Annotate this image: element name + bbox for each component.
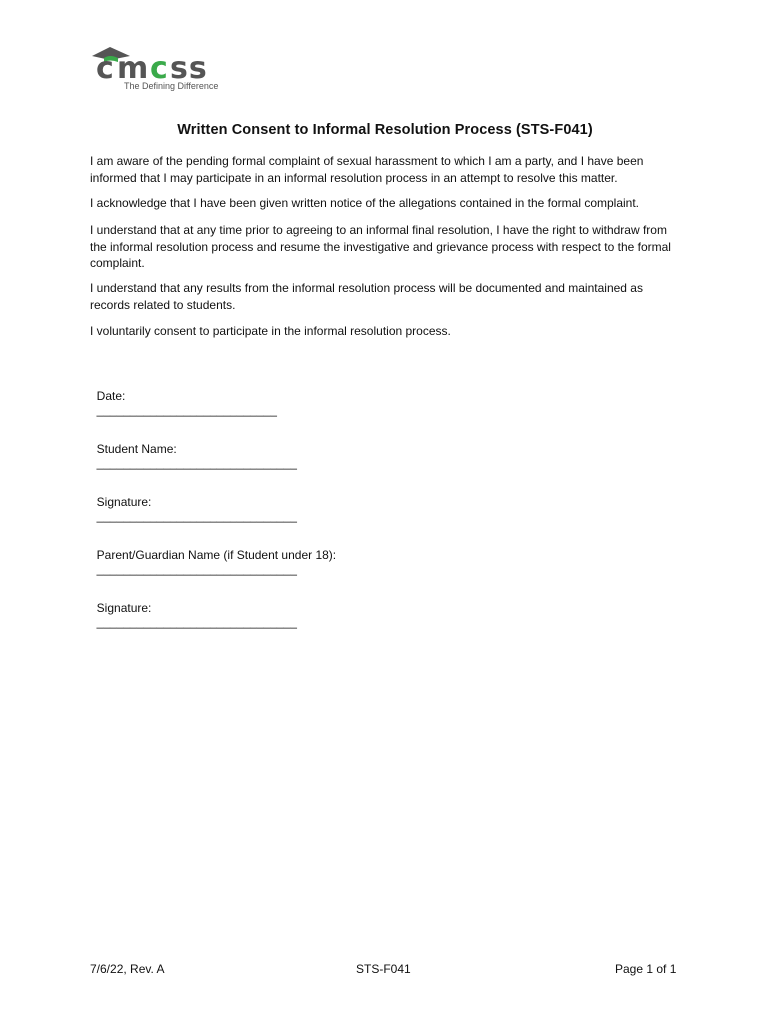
svg-text:c: c	[96, 51, 115, 86]
student-name-field[interactable]	[90, 428, 297, 470]
footer-date-revision: 7/6/22, Rev. A	[90, 962, 165, 976]
svg-text:c: c	[150, 51, 169, 86]
paragraph-consent: I voluntarily consent to participate in the informal resolution process.	[90, 324, 451, 338]
cmcss-logo-graphic	[90, 44, 230, 92]
svg-text:The Defining Difference: The Defining Difference	[124, 81, 219, 91]
svg-text:ss: ss	[170, 51, 208, 86]
student-signature-label: Signature:	[96, 495, 152, 509]
student-name-label: Student Name:	[96, 442, 177, 456]
parent-name-line[interactable]: ______________________________	[96, 562, 297, 576]
paragraph-acknowledge: I acknowledge that I have been given written notice of the allegations contained in the formal complaint.	[90, 196, 640, 210]
date-field[interactable]	[90, 375, 277, 417]
cmcss-logo	[90, 44, 230, 92]
footer-page-number: Page 1 of 1	[615, 962, 677, 976]
student-signature-line[interactable]: ______________________________	[96, 509, 297, 523]
parent-name-label: Parent/Guardian Name (if Student under 18):	[96, 548, 337, 562]
student-signature-field[interactable]	[90, 481, 297, 523]
footer-form-id: STS-F041	[356, 962, 411, 976]
student-name-line[interactable]: ______________________________	[96, 456, 297, 470]
parent-name-field[interactable]	[90, 534, 336, 576]
date-label: Date:	[96, 389, 126, 403]
date-line[interactable]: ___________________________	[96, 403, 277, 417]
document-title: Written Consent to Informal Resolution Process (STS-F041)	[177, 122, 593, 138]
parent-signature-label: Signature:	[96, 601, 152, 615]
parent-signature-field[interactable]	[90, 587, 297, 629]
paragraph-records: I understand that any results from the informal resolution process will be documented and maintained as records related to students.	[90, 281, 643, 312]
paragraph-aware: I am aware of the pending formal complaint of sexual harassment to which I am a party, and I have been informed that I may participate in an informal resolution process in an attempt to resolve this matter.	[90, 154, 644, 185]
parent-signature-line[interactable]: ______________________________	[96, 615, 297, 629]
paragraph-withdraw: I understand that at any time prior to agreeing to an informal final resolution, I have the right to withdraw from the informal resolution process and resume the investigative and grievance process with respect to the formal complaint.	[90, 223, 671, 270]
svg-text:m: m	[117, 51, 150, 86]
